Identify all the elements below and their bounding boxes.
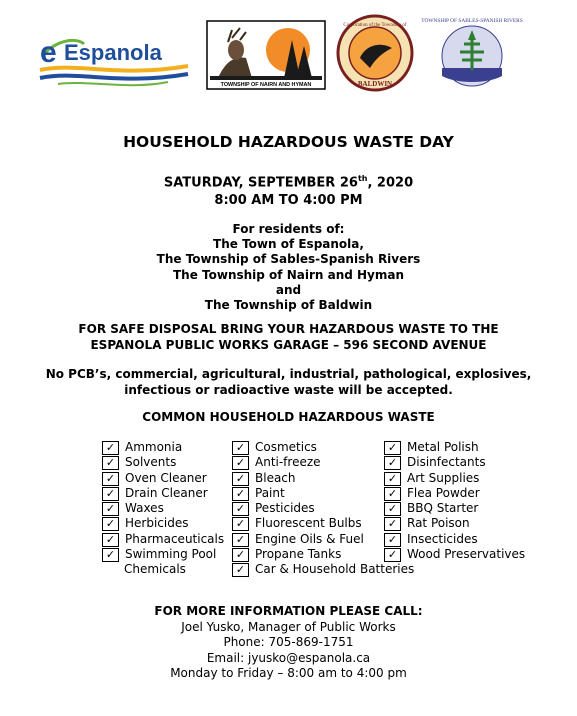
espanola-logo	[38, 34, 198, 90]
residents-line: The Township of Baldwin	[204, 298, 373, 313]
event-day: SATURDAY, SEPTEMBER 26th, 2020	[163, 174, 414, 191]
checklist-item-label: Paint	[255, 485, 285, 500]
checklist-item	[384, 547, 525, 562]
checkmark-icon: ✓	[232, 441, 249, 455]
checklist-item	[102, 455, 224, 470]
notice-line: infectious or radioactive waste will be accepted.	[124, 382, 453, 397]
checkmark-icon: ✓	[384, 533, 401, 547]
checklist-item	[384, 486, 525, 501]
checklist-item-label: Insecticides	[407, 531, 478, 546]
checklist-item	[384, 501, 525, 516]
checklist-item-label-continued: Chemicals	[124, 562, 186, 577]
nairn-hyman-logo	[206, 20, 326, 90]
checkmark-icon: ✓	[102, 517, 119, 531]
checkmark-icon: ✓	[232, 533, 249, 547]
checkmark-icon: ✓	[232, 487, 249, 501]
checkmark-icon: ✓	[102, 548, 119, 562]
contact-hours: Monday to Friday – 8:00 am to 4:00 pm	[170, 666, 407, 681]
checkmark-icon: ✓	[232, 472, 249, 486]
checkmark-icon: ✓	[232, 548, 249, 562]
checklist-item	[384, 516, 525, 531]
baldwin-logo-name: BALDWIN	[357, 80, 393, 88]
checkmark-icon: ✓	[102, 456, 119, 470]
checklist-item-label: Rat Poison	[407, 516, 470, 531]
checkmark-icon: ✓	[232, 563, 249, 577]
checklist-item-label: Drain Cleaner	[125, 485, 208, 500]
common-waste-heading: COMMON HOUSEHOLD HAZARDOUS WASTE	[142, 410, 435, 424]
event-date	[0, 170, 577, 210]
residents-block	[0, 222, 577, 313]
logo-bar	[0, 0, 577, 100]
checklist-item	[102, 471, 224, 486]
checklist-item-label: Swimming Pool	[125, 547, 217, 562]
checklist-item-label: Flea Powder	[407, 485, 480, 500]
checklist-item-label: Art Supplies	[407, 470, 480, 485]
checklist-item	[384, 455, 525, 470]
checklist-item	[384, 532, 525, 547]
contact-info	[0, 604, 577, 682]
checkmark-icon: ✓	[102, 472, 119, 486]
checklist-item	[102, 547, 224, 562]
checklist-item-label: Wood Preservatives	[407, 547, 526, 562]
checkmark-icon: ✓	[102, 441, 119, 455]
checkmark-icon: ✓	[232, 456, 249, 470]
checkmark-icon: ✓	[102, 502, 119, 516]
checkmark-icon: ✓	[384, 472, 401, 486]
checkmark-icon: ✓	[384, 548, 401, 562]
waste-list-column-3	[384, 440, 525, 562]
checkmark-icon: ✓	[102, 487, 119, 501]
checklist-item	[102, 501, 224, 516]
disposal-line: FOR SAFE DISPOSAL BRING YOUR HAZARDOUS WASTE TO THE	[78, 322, 499, 336]
checklist-item-label: Metal Polish	[407, 440, 479, 454]
checklist-item-label: Anti-freeze	[255, 455, 321, 470]
checkmark-icon: ✓	[384, 517, 401, 531]
checklist-item-label: Fluorescent Bulbs	[255, 516, 362, 531]
checklist-item-label: Cosmetics	[255, 440, 317, 454]
baldwin-logo-ring-text: Corporation of the Township of	[343, 23, 407, 28]
page-title: HOUSEHOLD HAZARDOUS WASTE DAY	[123, 133, 454, 151]
checkmark-icon: ✓	[384, 487, 401, 501]
checklist-item-label: Waxes	[125, 501, 164, 516]
disposal-instructions	[0, 322, 577, 353]
notice-line: No PCB’s, commercial, agricultural, industrial, pathological, explosives,	[45, 367, 532, 381]
checklist-item-label: Disinfectants	[407, 455, 486, 470]
checklist-item	[102, 440, 224, 455]
checklist-item	[102, 516, 224, 531]
checklist-item-label: Propane Tanks	[255, 547, 342, 562]
svg-text:e: e	[40, 36, 57, 69]
event-time: 8:00 AM TO 4:00 PM	[214, 193, 363, 209]
contact-name: Joel Yusko, Manager of Public Works	[181, 619, 396, 634]
checklist-item-label: Herbicides	[125, 516, 189, 531]
checklist-item-label: Engine Oils & Fuel	[255, 531, 364, 546]
espanola-logo-text: Espanola	[64, 40, 162, 65]
contact-heading: FOR MORE INFORMATION PLEASE CALL:	[154, 604, 423, 618]
checklist-item-label: Car & Household Batteries	[255, 562, 415, 577]
checkmark-icon: ✓	[384, 502, 401, 516]
checklist-item	[384, 471, 525, 486]
sables-spanish-logo	[421, 12, 523, 94]
checklist-item-label: Pharmaceuticals	[125, 531, 225, 546]
checklist-item-label: Solvents	[125, 455, 177, 470]
checkmark-icon: ✓	[232, 502, 249, 516]
checkmark-icon: ✓	[384, 456, 401, 470]
checklist-item	[102, 532, 224, 547]
checklist-item	[102, 486, 224, 501]
baldwin-logo	[336, 14, 414, 92]
checklist-item-label: Pesticides	[255, 501, 315, 516]
contact-email: Email: jyusko@espanola.ca	[206, 650, 371, 665]
checkmark-icon: ✓	[102, 533, 119, 547]
checkmark-icon: ✓	[384, 441, 401, 455]
contact-phone: Phone: 705-869-1751	[223, 635, 354, 650]
checklist-item	[232, 562, 414, 577]
excluded-waste-notice	[0, 367, 577, 398]
checklist-item-label: BBQ Starter	[407, 501, 479, 516]
residents-intro: For residents of:	[232, 222, 345, 236]
checklist-item-label: Ammonia	[125, 440, 183, 454]
checklist-item-label: Bleach	[255, 470, 296, 485]
checklist-item	[384, 440, 525, 455]
sables-logo-ring-text: TOWNSHIP OF SABLES-SPANISH RIVERS	[421, 18, 523, 24]
disposal-line: ESPANOLA PUBLIC WORKS GARAGE – 596 SECOND AVENUE	[90, 337, 487, 352]
residents-line: The Township of Sables-Spanish Rivers	[156, 252, 421, 267]
residents-line: The Township of Nairn and Hyman	[172, 267, 405, 282]
residents-line: and	[275, 282, 302, 297]
residents-line: The Town of Espanola,	[213, 237, 364, 252]
checklist-item-label: Oven Cleaner	[125, 470, 207, 485]
waste-list-column-1	[102, 440, 224, 578]
nairn-logo-text: TOWNSHIP OF NAIRN AND HYMAN	[220, 82, 312, 88]
checkmark-icon: ✓	[232, 517, 249, 531]
